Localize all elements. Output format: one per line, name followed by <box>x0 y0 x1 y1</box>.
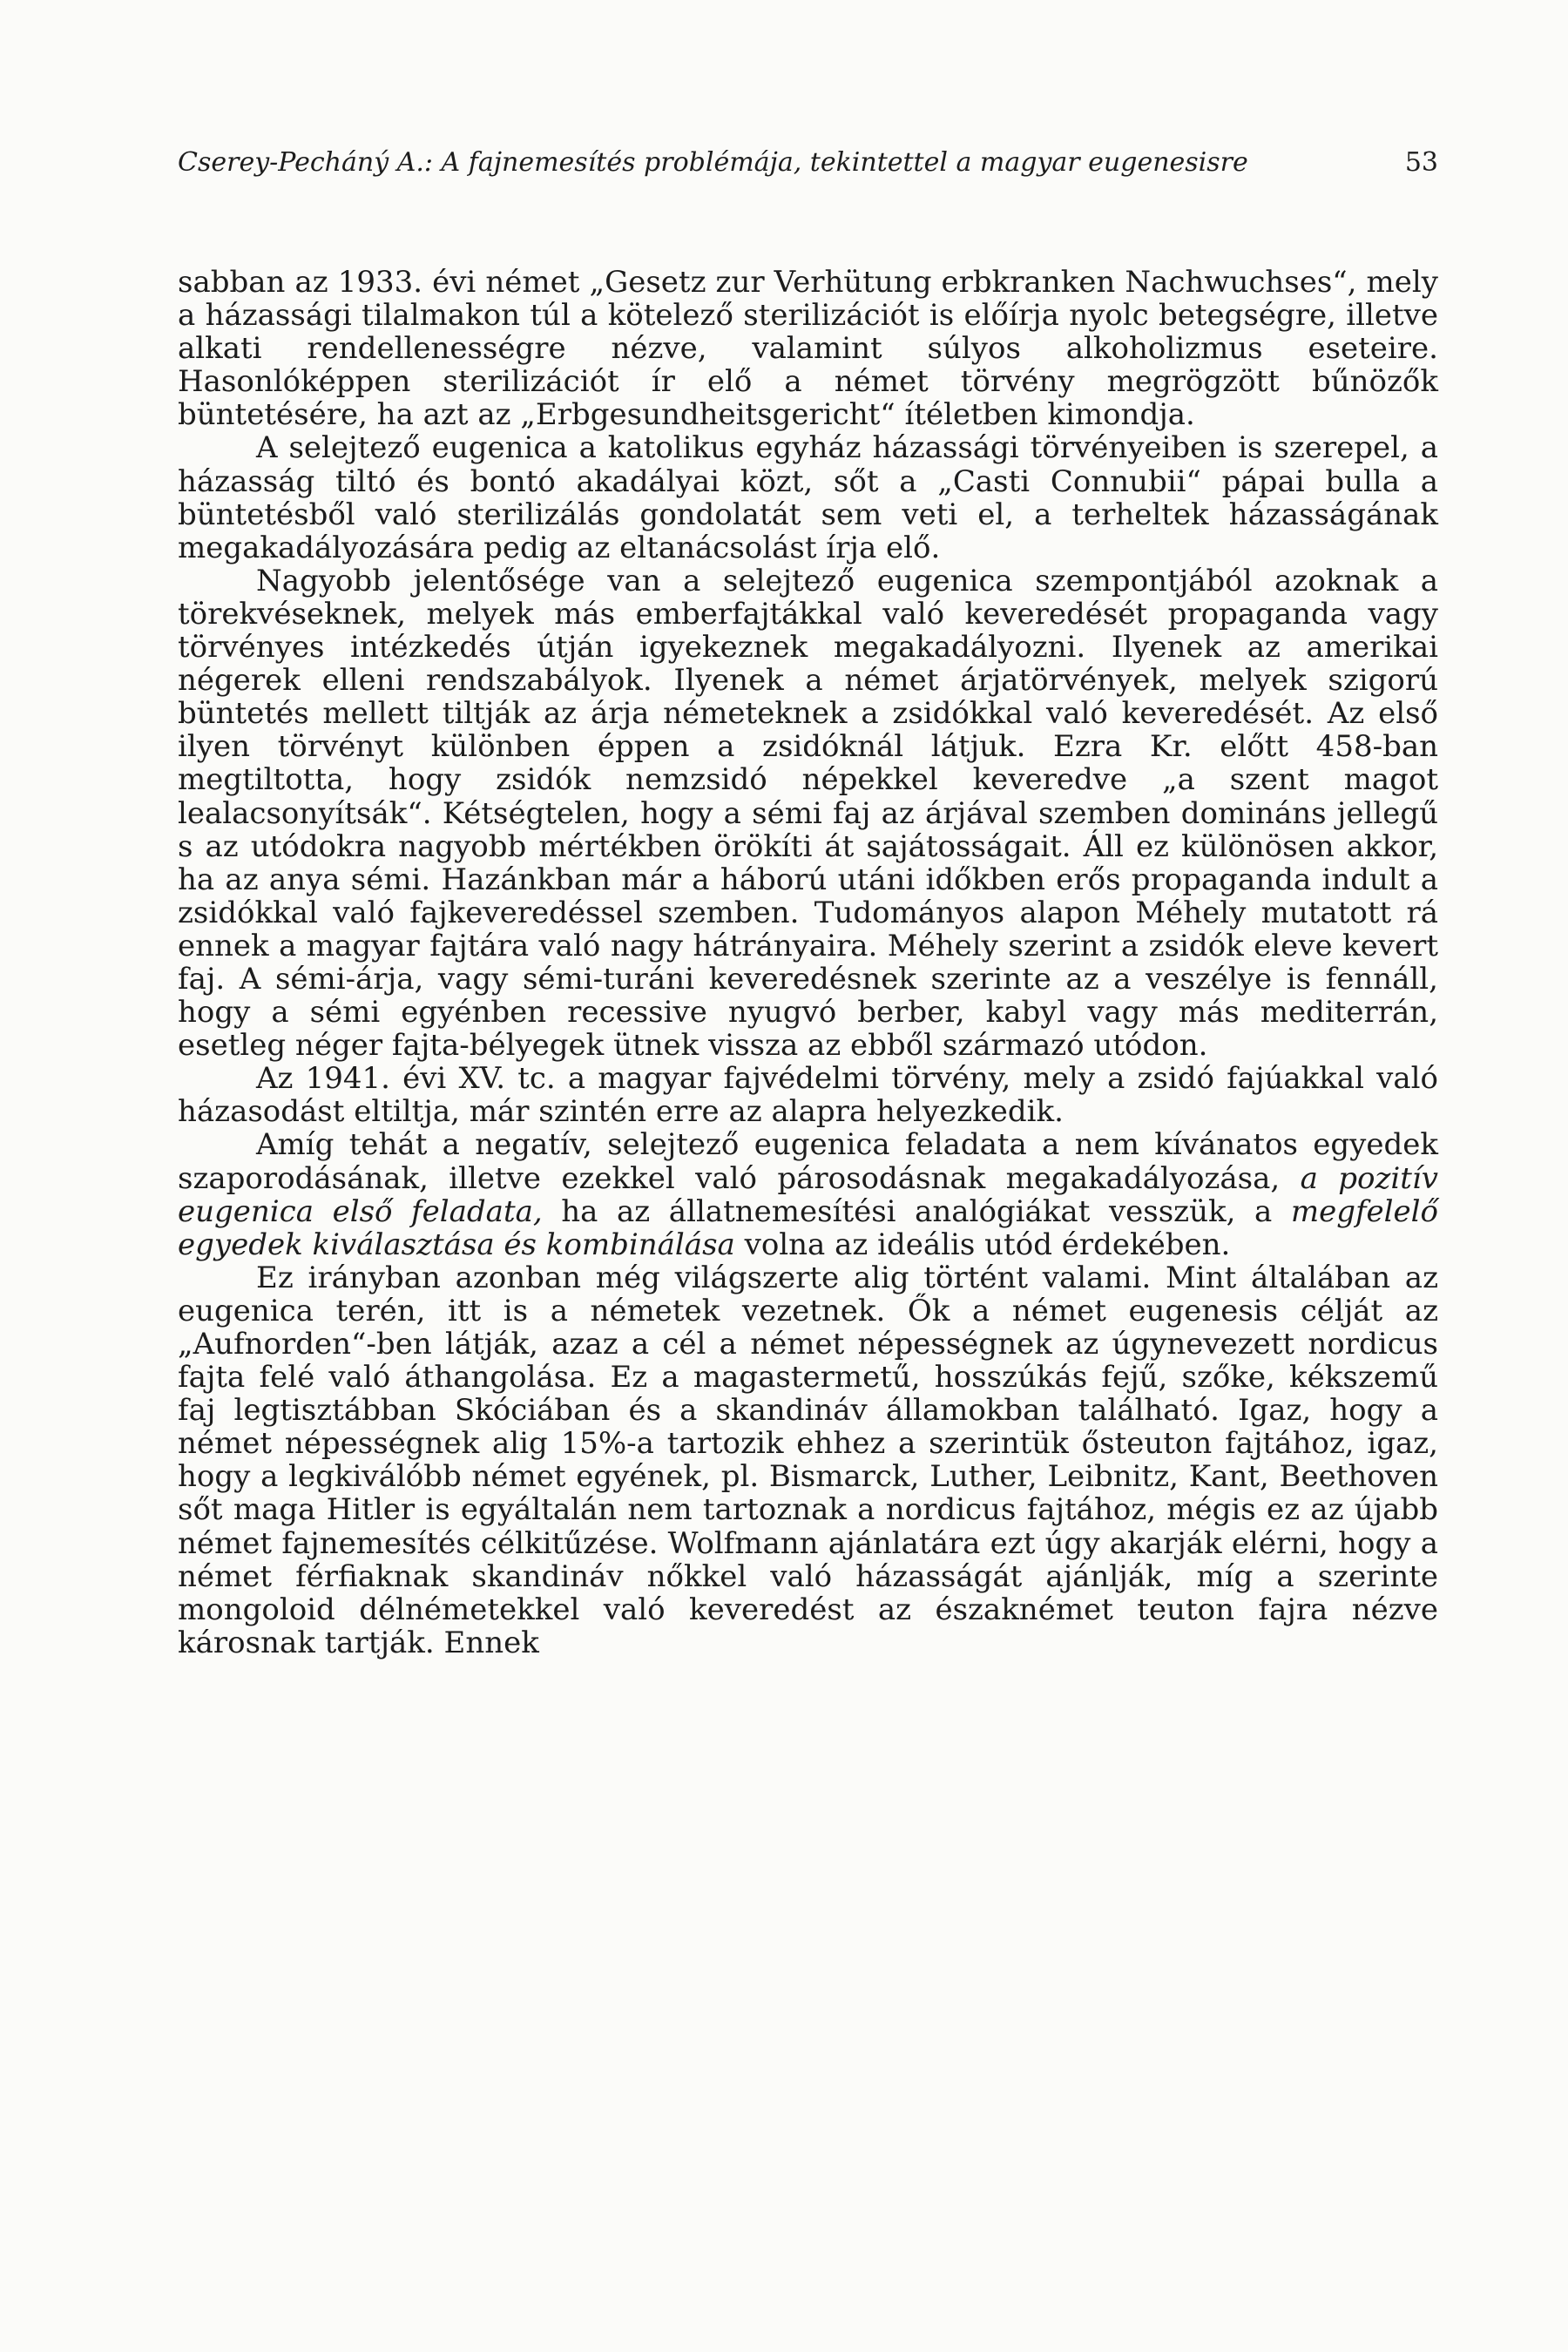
running-title: Cserey-Pecháný A.: A fajnemesítés problémája, tekintettel a magyar eugenesisre <box>178 147 1248 178</box>
running-head <box>178 142 1438 184</box>
emphasis-positive-eugenics: a pozitív eugenica első feladata, <box>178 1160 1438 1229</box>
emphasis-selection-combination: megfelelő egyedek kiválasztása és kombinálása <box>178 1193 1438 1262</box>
page-number: 53 <box>1404 147 1438 178</box>
paragraph-2: A selejtező eugenica a katolikus egyház házassági törvényeiben is szerepel, a házasság tiltó és bontó akadályai közt, sőt a „Casti Connubii“ pápai bulla a büntetésből való sterilizálás gondolatát sem veti el, a terheltek házasságának megakadályozására pedig az eltanácsolást írja elő. <box>178 430 1438 565</box>
paragraph-3: Nagyobb jelentősége van a selejtező eugenica szempontjából azoknak a törekvéseknek, melyek más emberfajtákkal való keveredését propaganda vagy törvényes intézkedés útján igyekeznek megakadályozni. Ilyenek az amerikai négerek elleni rendszabályok. Ilyenek a német árjatörvények, melyek szigorú büntetés mellett tiltják az árja németeknek a zsidókkal való keveredését. Az első ilyen törvényt különben éppen a zsidóknál látjuk. Ezra Kr. előtt 458-ban megtiltotta, hogy zsidók nemzsidó népekkel keveredve „a szent magot lealacsonyítsák“. Kétségtelen, hogy a sémi faj az árjával szemben domináns jellegű s az utódokra nagyobb mértékben örökíti át sajátosságait. Áll ez különösen akkor, ha az anya sémi. Hazánkban már a háború utáni időkben erős propaganda indult a zsidókkal való fajkeveredéssel szemben. Tudományos alapon Méhely mutatott rá ennek a magyar fajtára való nagy hátrányaira. Méhely szerint a zsidók eleve kevert faj. A sémi-árja, vagy sémi-turáni keveredésnek szerinte az a veszélye is fennáll, hogy a sémi egyénben recessive nyugvó berber, kabyl vagy más mediterrán, esetleg néger fajta-bélyegek ütnek vissza az ebből származó utódon. <box>178 563 1438 1064</box>
paragraph-1: sabban az 1933. évi német „Gesetz zur Verhütung erbkranken Nachwuchses“, mely a házassági tilalmakon túl a kötelező sterilizációt is előírja nyolc betegségre, illetve alkati rendellenességre nézve, valamint súlyos alkoholizmus eseteire. Hasonlóképpen sterilizációt ír elő a német törvény megrögzött bűnözők büntetésére, ha azt az „Erbgesundheitsgericht“ ítéletben kimondja. <box>178 265 1438 433</box>
body-text <box>178 266 1438 1659</box>
paragraph-5-part-3: volna az ideális utód érdekében. <box>734 1227 1231 1262</box>
paragraph-6: Ez irányban azonban még világszerte alig történt valami. Mint általában az eugenica terén, itt is a németek vezetnek. Ők a német eugenesis célját az „Aufnorden“-ben látják, azaz a cél a német népességnek az úgynevezett nordicus fajta felé való áthangolása. Ez a magastermetű, hosszúkás fejű, szőke, kékszemű faj legtisztábban Skóciában és a skandináv államokban található. Igaz, hogy a német népességnek alig 15%-a tartozik ehhez a szerintük ősteuton fajtához, igaz, hogy a legkiválóbb német egyének, pl. Bismarck, Luther, Leibnitz, Kant, Beethoven sőt maga Hitler is egyáltalán nem tartoznak a nordicus fajtához, mégis ez az újabb német fajnemesítés célkitűzése. Wolfmann ajánlatára ezt úgy akarják elérni, hogy a német férfiaknak skandináv nőkkel való házasságát ajánlják, míg a szerinte mongoloid délnémetekkel való keveredést az északnémet teuton fajra nézve károsnak tartják. Ennek <box>178 1260 1438 1660</box>
paragraph-5-part-2: ha az állatnemesítési analógiákat vesszük, a <box>542 1193 1291 1229</box>
paragraph-5-part-1: Amíg tehát a negatív, selejtező eugenica feladata a nem kívánatos egyedek szaporodásának, illetve ezekkel való párosodásnak megakadályozása, <box>178 1127 1438 1196</box>
paragraph-4: Az 1941. évi XV. tc. a magyar fajvédelmi törvény, mely a zsidó fajúakkal való házasodást eltiltja, már szintén erre az alapra helyezkedik. <box>178 1061 1438 1130</box>
paragraph-5 <box>178 1128 1438 1260</box>
